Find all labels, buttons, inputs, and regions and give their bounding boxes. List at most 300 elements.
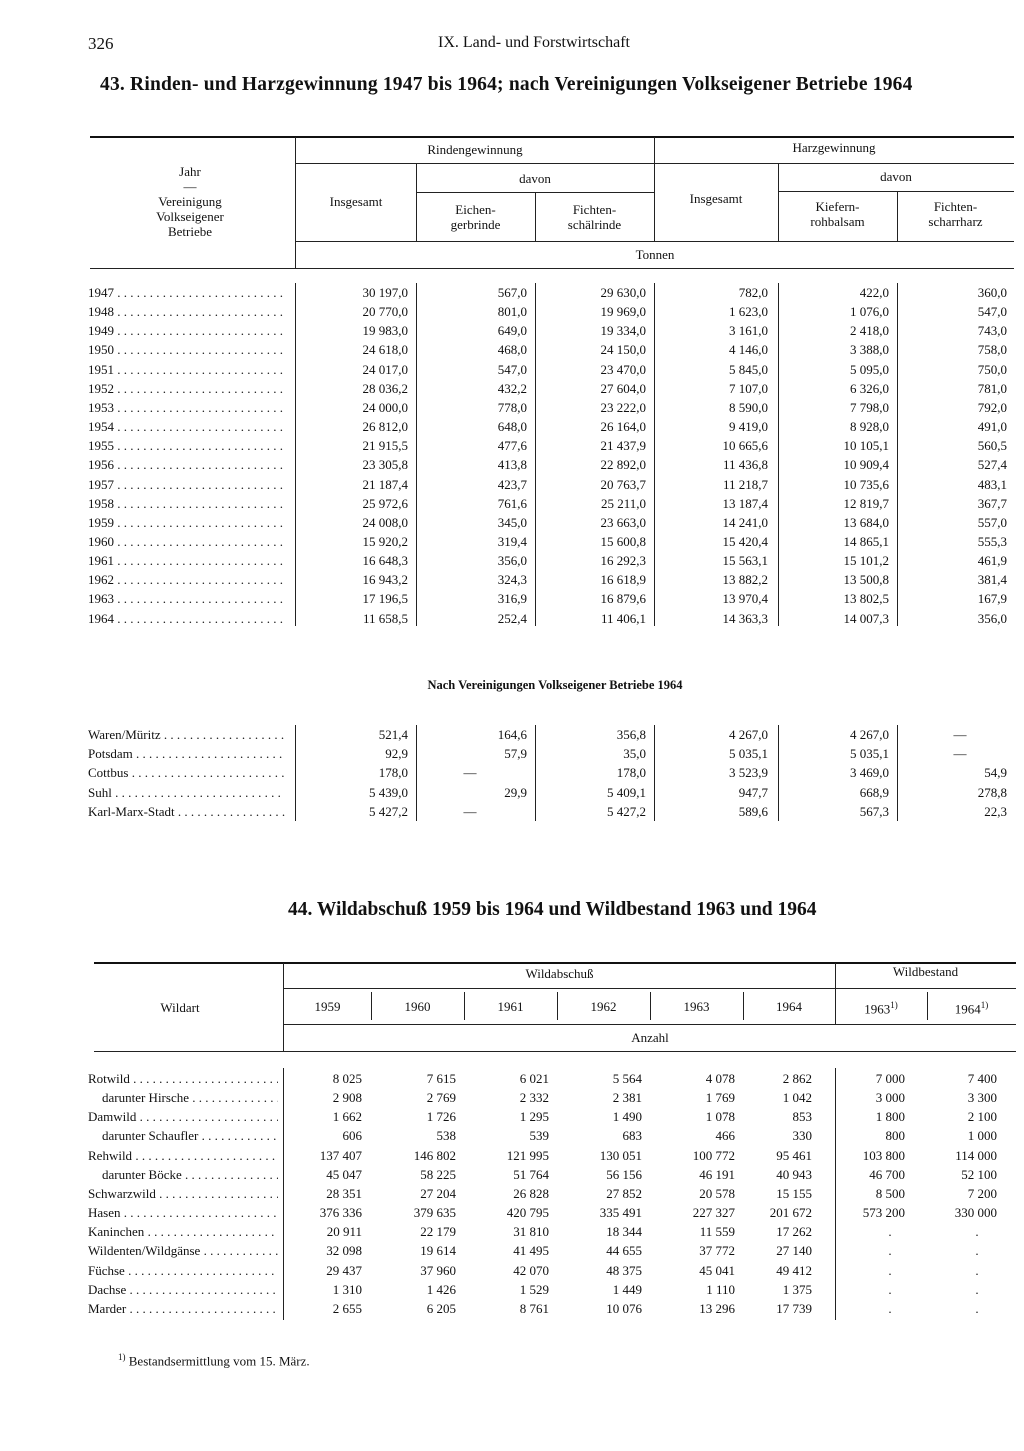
table-row: [0, 553, 1024, 572]
table-cell: 423,7: [497, 476, 527, 492]
table-cell: 778,0: [497, 399, 527, 415]
table-row: [0, 438, 1024, 457]
table-cell: 7 615: [426, 1071, 456, 1086]
table-cell: 5 035,1: [850, 746, 889, 762]
table-cell: 5 035,1: [729, 746, 768, 762]
table-cell: 11 658,5: [362, 610, 408, 626]
row-label: Füchse . . .: [88, 1263, 278, 1279]
col-eichengerbrinde: Eichen- gerbrinde: [450, 202, 501, 232]
table-cell: 7 000: [875, 1071, 905, 1086]
table-cell: 7 107,0: [729, 380, 768, 396]
table43-title: 43. Rinden- und Harzgewinnung 1947 bis 1964; nach Vereinigungen Volkseigener Betriebe 1964: [100, 74, 913, 95]
table-cell: 58 225: [420, 1166, 456, 1182]
row-label: Cottbus . . .: [88, 765, 285, 781]
table-cell: 26 828: [513, 1185, 549, 1201]
col-year-1962: 1962: [590, 999, 617, 1014]
group-wildbestand: Wildbestand: [892, 964, 959, 979]
table-row: [0, 727, 1024, 746]
table-cell: 23 222,0: [600, 399, 646, 415]
table-cell: 360,0: [977, 285, 1007, 300]
row-label: 1964 . . .: [88, 611, 285, 627]
table-cell: 26 164,0: [600, 419, 646, 435]
row-label: 1956 . . .: [88, 457, 285, 473]
table-cell: 26 812,0: [362, 419, 408, 435]
table-cell: 1 449: [612, 1281, 642, 1297]
table-cell: 356,0: [977, 610, 1007, 626]
table-cell: 48 375: [606, 1262, 642, 1278]
table-row: [0, 1301, 1024, 1320]
row-label: 1947 . . .: [88, 285, 285, 301]
row-label: Schwarzwild . . .: [88, 1186, 278, 1202]
table-cell: 146 802: [413, 1147, 456, 1163]
table-cell: 56 156: [606, 1166, 642, 1182]
table-cell: 20 578: [699, 1185, 735, 1201]
table-row: [0, 323, 1024, 342]
group-rindengewinnung: Rindengewinnung: [427, 142, 523, 157]
table-cell: 28 036,2: [362, 380, 408, 396]
table-cell: 8 025: [332, 1071, 362, 1086]
table-cell: .: [888, 1281, 892, 1297]
table-cell: 20 911: [326, 1224, 362, 1240]
table-row: [0, 746, 1024, 765]
table-cell: 319,4: [497, 533, 527, 549]
table-cell: 54,9: [984, 765, 1007, 781]
table-cell: 13 882,2: [722, 572, 768, 588]
row-label: 1949 . . .: [88, 323, 285, 339]
unit-tonnen: Tonnen: [635, 247, 675, 262]
table-cell: 130 051: [599, 1147, 642, 1163]
table-cell: 52 100: [961, 1166, 997, 1182]
table-cell: 24 008,0: [362, 514, 408, 530]
table-cell: 27 140: [776, 1243, 812, 1259]
table-cell: 800: [885, 1128, 905, 1144]
table-cell: 1 662: [332, 1109, 362, 1125]
table-cell: 17 262: [776, 1224, 812, 1240]
row-label: Waren/Müritz . . .: [88, 727, 285, 743]
table-cell: 14 865,1: [843, 533, 889, 549]
table-cell: 1 726: [426, 1109, 456, 1125]
row-label: Damwild . . .: [88, 1109, 278, 1125]
table-cell: 466: [715, 1128, 735, 1144]
table-cell: 648,0: [497, 419, 527, 435]
table-cell: 1 078: [705, 1109, 735, 1125]
row-label: 1963 . . .: [88, 591, 285, 607]
table-row: [0, 1128, 1024, 1147]
table-cell: 45 041: [699, 1262, 735, 1278]
row-label: darunter Böcke . . .: [102, 1167, 278, 1183]
table-row: [0, 400, 1024, 419]
table-cell: —: [953, 746, 967, 762]
row-label: Karl-Marx-Stadt . . .: [88, 804, 285, 820]
table-cell: 20 763,7: [600, 476, 646, 492]
table-cell: 4 078: [705, 1071, 735, 1086]
page-number: 326: [88, 34, 114, 53]
unit-anzahl: Anzahl: [631, 1030, 669, 1045]
table-cell: 11 559: [699, 1224, 735, 1240]
row-label: 1948 . . .: [88, 304, 285, 320]
table-cell: 46 191: [699, 1166, 735, 1182]
table-row: [0, 342, 1024, 361]
group-wildabschuss: Wildabschuß: [525, 966, 594, 981]
table-cell: 15 563,1: [722, 553, 768, 569]
col-bestand-1964: 1964$^{1)}$: [954, 1000, 989, 1017]
table-cell: 7 798,0: [850, 399, 889, 415]
table-cell: 17 739: [776, 1300, 812, 1316]
table-cell: 1 110: [706, 1281, 735, 1297]
table-cell: 30 197,0: [362, 285, 408, 300]
table-cell: .: [888, 1262, 892, 1278]
table-cell: 178,0: [616, 765, 646, 781]
row-label: 1960 . . .: [88, 534, 285, 550]
table-cell: 420 795: [506, 1205, 549, 1221]
table-cell: 4 146,0: [729, 342, 768, 358]
table-cell: 1 042: [782, 1090, 812, 1106]
table-cell: 21 437,9: [600, 438, 646, 454]
table-cell: 413,8: [497, 457, 527, 473]
table-cell: .: [888, 1300, 892, 1316]
table-cell: 1 426: [426, 1281, 456, 1297]
col-kiefernrohbalsam: Kiefern- rohbalsam: [810, 199, 865, 229]
table-cell: 29 630,0: [600, 285, 646, 300]
table-cell: 8 590,0: [729, 399, 768, 415]
table-row: [0, 515, 1024, 534]
table-cell: 3 161,0: [729, 323, 768, 339]
table-cell: 381,4: [977, 572, 1007, 588]
table-cell: 167,9: [977, 591, 1007, 607]
table-cell: 2 769: [426, 1090, 456, 1106]
row-label: Kaninchen . . .: [88, 1224, 278, 1240]
table-cell: 24 618,0: [362, 342, 408, 358]
table-cell: 1 310: [332, 1281, 362, 1297]
col-fichtenscharrharz: Fichten- scharrharz: [928, 199, 983, 229]
table-row: [0, 765, 1024, 784]
table-cell: 14 007,3: [843, 610, 889, 626]
table-cell: 5 095,0: [850, 361, 889, 377]
table-cell: 92,9: [385, 746, 408, 762]
table-row: [0, 457, 1024, 476]
table-cell: 15 600,8: [600, 533, 646, 549]
table-cell: 1 000: [967, 1128, 997, 1144]
table-cell: 10 665,6: [722, 438, 768, 454]
table-cell: 16 879,6: [600, 591, 646, 607]
table-cell: 37 772: [699, 1243, 735, 1259]
row-label: Wildenten/Wildgänse . . .: [88, 1243, 278, 1259]
row-label: Dachse . . .: [88, 1282, 278, 1298]
table-cell: 18 344: [606, 1224, 642, 1240]
table-cell: 10 909,4: [843, 457, 889, 473]
group-harzgewinnung: Harzgewinnung: [792, 140, 876, 155]
table-cell: 23 470,0: [600, 361, 646, 377]
table-cell: 1 623,0: [729, 304, 768, 320]
row-label: Marder . . .: [88, 1301, 278, 1317]
table-cell: 4 267,0: [729, 727, 768, 742]
table-cell: 16 943,2: [362, 572, 408, 588]
table-row: [0, 591, 1024, 610]
table-cell: 137 407: [319, 1147, 362, 1163]
table-cell: 227 327: [692, 1205, 735, 1221]
table-cell: 178,0: [378, 765, 408, 781]
table-row: [0, 1071, 1024, 1090]
table-cell: 743,0: [977, 323, 1007, 339]
table-row: [0, 362, 1024, 381]
table-row: [0, 285, 1024, 304]
table-row: [0, 785, 1024, 804]
table-cell: .: [975, 1262, 979, 1278]
table-row: [0, 477, 1024, 496]
table-cell: 45 047: [326, 1166, 362, 1182]
table-cell: 1 076,0: [850, 304, 889, 320]
row-label: Potsdam . . .: [88, 746, 285, 762]
running-head: IX. Land- und Forstwirtschaft: [438, 34, 630, 51]
table-cell: 16 648,3: [362, 553, 408, 569]
table-cell: 573 200: [862, 1205, 905, 1221]
table-cell: 1 529: [519, 1281, 549, 1297]
table-cell: 15 101,2: [843, 553, 889, 569]
row-label: 1957 . . .: [88, 477, 285, 493]
row-header-wildart: Wildart: [160, 1000, 200, 1015]
table-cell: 649,0: [497, 323, 527, 339]
table-cell: 750,0: [977, 361, 1007, 377]
table-cell: 5 427,2: [607, 803, 646, 819]
table-row: [0, 381, 1024, 400]
row-label: darunter Hirsche . . .: [102, 1090, 278, 1106]
table-cell: 13 296: [699, 1300, 735, 1316]
table-cell: 538: [436, 1128, 456, 1144]
row-label: Rehwild . . .: [88, 1148, 278, 1164]
col-year-1960: 1960: [404, 999, 431, 1014]
col-insgesamt-rinde: Insgesamt: [329, 194, 383, 209]
table-cell: 5 845,0: [729, 361, 768, 377]
table-cell: 557,0: [977, 514, 1007, 530]
row-label: 1950 . . .: [88, 342, 285, 358]
table-cell: 345,0: [497, 514, 527, 530]
table-row: [0, 1243, 1024, 1262]
row-label: 1953 . . .: [88, 400, 285, 416]
table-cell: 8 761: [519, 1300, 549, 1316]
table-row: [0, 304, 1024, 323]
table-cell: 324,3: [497, 572, 527, 588]
table-cell: 356,8: [616, 727, 646, 742]
table-cell: 527,4: [977, 457, 1007, 473]
table-cell: .: [888, 1243, 892, 1259]
table-cell: 560,5: [977, 438, 1007, 454]
row-label: Rotwild . . .: [88, 1071, 278, 1087]
table-cell: .: [975, 1300, 979, 1316]
table-cell: 24 017,0: [362, 361, 408, 377]
table-cell: 15 420,4: [722, 533, 768, 549]
table-row: [0, 1282, 1024, 1301]
table-cell: 367,7: [977, 495, 1007, 511]
table-cell: .: [975, 1224, 979, 1240]
table-cell: 335 491: [599, 1205, 642, 1221]
table-cell: 567,0: [497, 285, 527, 300]
table-cell: 5 439,0: [369, 784, 408, 800]
table-cell: 19 983,0: [362, 323, 408, 339]
table-cell: 25 211,0: [600, 495, 646, 511]
table-cell: 22,3: [984, 803, 1007, 819]
table-cell: 379 635: [413, 1205, 456, 1221]
table-cell: 17 196,5: [362, 591, 408, 607]
table-cell: 3 388,0: [850, 342, 889, 358]
table-cell: 24 150,0: [600, 342, 646, 358]
table-cell: —: [953, 727, 967, 742]
table-cell: 114 000: [955, 1147, 997, 1163]
table-cell: 11 406,1: [600, 610, 646, 626]
table-cell: 3 300: [967, 1090, 997, 1106]
table44-title: 44. Wildabschuß 1959 bis 1964 und Wildbestand 1963 und 1964: [288, 899, 817, 920]
table-cell: 606: [342, 1128, 362, 1144]
table-cell: 23 305,8: [362, 457, 408, 473]
row-label: Suhl . . .: [88, 785, 285, 801]
table-cell: 477,6: [497, 438, 527, 454]
table-cell: 468,0: [497, 342, 527, 358]
table-cell: 164,6: [497, 727, 527, 742]
table-cell: 103 800: [862, 1147, 905, 1163]
table-cell: 2 100: [967, 1109, 997, 1125]
table-cell: 5 564: [612, 1071, 642, 1086]
table-cell: 22 892,0: [600, 457, 646, 473]
table-cell: 2 908: [332, 1090, 362, 1106]
table-cell: 2 655: [332, 1300, 362, 1316]
table-cell: 19 614: [420, 1243, 456, 1259]
table-cell: 6 021: [519, 1071, 549, 1086]
table-cell: 19 969,0: [600, 304, 646, 320]
table-cell: 95 461: [776, 1147, 812, 1163]
table-cell: 13 802,5: [843, 591, 889, 607]
table-cell: 11 218,7: [722, 476, 768, 492]
table-cell: .: [975, 1243, 979, 1259]
table-cell: 316,9: [497, 591, 527, 607]
table-cell: 201 672: [769, 1205, 812, 1221]
table-cell: 547,0: [977, 304, 1007, 320]
table-cell: 41 495: [513, 1243, 549, 1259]
row-label: 1951 . . .: [88, 362, 285, 378]
table-cell: 21 187,4: [362, 476, 408, 492]
table-cell: 21 915,5: [362, 438, 408, 454]
table-row: [0, 804, 1024, 823]
footnote: $^{1)}$ Bestandsermittlung vom 15. März.: [118, 1352, 310, 1369]
table-cell: 521,4: [378, 727, 408, 742]
table-cell: 668,9: [859, 784, 889, 800]
table-cell: 13 970,4: [722, 591, 768, 607]
table-cell: 46 700: [869, 1166, 905, 1182]
table-cell: 432,2: [497, 380, 527, 396]
table-cell: 483,1: [977, 476, 1007, 492]
davon-rinde: davon: [519, 171, 551, 186]
table-cell: .: [975, 1281, 979, 1297]
table-cell: 7 400: [967, 1071, 997, 1086]
table-cell: 35,0: [623, 746, 646, 762]
table-cell: 330 000: [954, 1205, 997, 1221]
table-cell: 356,0: [497, 553, 527, 569]
table-cell: 10 076: [606, 1300, 642, 1316]
table-cell: 947,7: [738, 784, 768, 800]
table-cell: 37 960: [420, 1262, 456, 1278]
table-row: [0, 1263, 1024, 1282]
row-label: 1954 . . .: [88, 419, 285, 435]
table-cell: 49 412: [776, 1262, 812, 1278]
table-cell: 42 070: [513, 1262, 549, 1278]
row-label: 1958 . . .: [88, 496, 285, 512]
table-cell: 15 155: [776, 1185, 812, 1201]
table-cell: 28 351: [326, 1185, 362, 1201]
table-cell: 2 418,0: [850, 323, 889, 339]
table-cell: 13 500,8: [843, 572, 889, 588]
table-cell: 14 241,0: [722, 514, 768, 530]
table-cell: 44 655: [606, 1243, 642, 1259]
table-cell: 51 764: [513, 1166, 549, 1182]
row-label: 1955 . . .: [88, 438, 285, 454]
table-row: [0, 534, 1024, 553]
table-cell: 11 436,8: [722, 457, 768, 473]
table-cell: 792,0: [977, 399, 1007, 415]
table-cell: 13 684,0: [843, 514, 889, 530]
table-cell: 278,8: [977, 784, 1007, 800]
table-cell: 8 500: [875, 1185, 905, 1201]
table-cell: 25 972,6: [362, 495, 408, 511]
col-year-1961: 1961: [497, 999, 524, 1014]
table-row: [0, 572, 1024, 591]
table-row: [0, 1109, 1024, 1128]
table-cell: 27 204: [420, 1185, 456, 1201]
table-cell: 539: [529, 1128, 549, 1144]
row-header-jahr: Jahr — Vereinigung Volkseigener Betriebe: [156, 164, 224, 239]
table-cell: 27 604,0: [600, 380, 646, 396]
row-label: 1962 . . .: [88, 572, 285, 588]
table-cell: 422,0: [859, 285, 889, 300]
table-cell: 781,0: [977, 380, 1007, 396]
row-label: 1959 . . .: [88, 515, 285, 531]
col-insgesamt-harz: Insgesamt: [689, 191, 743, 206]
table-cell: 461,9: [977, 553, 1007, 569]
table-cell: 7 200: [967, 1185, 997, 1201]
table-cell: 1 375: [782, 1281, 812, 1297]
table-cell: —: [463, 765, 477, 781]
table-cell: 15 920,2: [362, 533, 408, 549]
table-cell: 2 862: [782, 1071, 812, 1086]
table-cell: 22 179: [420, 1224, 456, 1240]
table-cell: .: [888, 1224, 892, 1240]
table-cell: 252,4: [497, 610, 527, 626]
table-cell: 853: [792, 1109, 812, 1125]
table-cell: 16 618,9: [600, 572, 646, 588]
table-cell: 758,0: [977, 342, 1007, 358]
table-cell: 4 267,0: [850, 727, 889, 742]
table-cell: 12 819,7: [843, 495, 889, 511]
table-cell: 16 292,3: [600, 553, 646, 569]
table-cell: 100 772: [692, 1147, 735, 1163]
table-cell: 5 427,2: [369, 803, 408, 819]
col-year-1964: 1964: [776, 999, 802, 1014]
table-cell: 10 105,1: [843, 438, 889, 454]
table-cell: 40 943: [776, 1166, 812, 1182]
table-cell: 29 437: [326, 1262, 362, 1278]
table-row: [0, 1186, 1024, 1205]
table-cell: 5 409,1: [607, 784, 646, 800]
col-bestand-1963: 1963$^{1)}$: [864, 1000, 898, 1017]
table-cell: 19 334,0: [600, 323, 646, 339]
table-cell: 32 098: [326, 1243, 362, 1259]
col-year-1963: 1963: [683, 999, 710, 1014]
table-cell: 6 205: [426, 1300, 456, 1316]
table-cell: 801,0: [497, 304, 527, 320]
table-row: [0, 611, 1024, 630]
table-row: [0, 419, 1024, 438]
table-cell: 10 735,6: [843, 476, 889, 492]
col-fichtenschaelrinde: Fichten- schälrinde: [567, 202, 622, 232]
table-cell: 8 928,0: [850, 419, 889, 435]
table-cell: 20 770,0: [362, 304, 408, 320]
